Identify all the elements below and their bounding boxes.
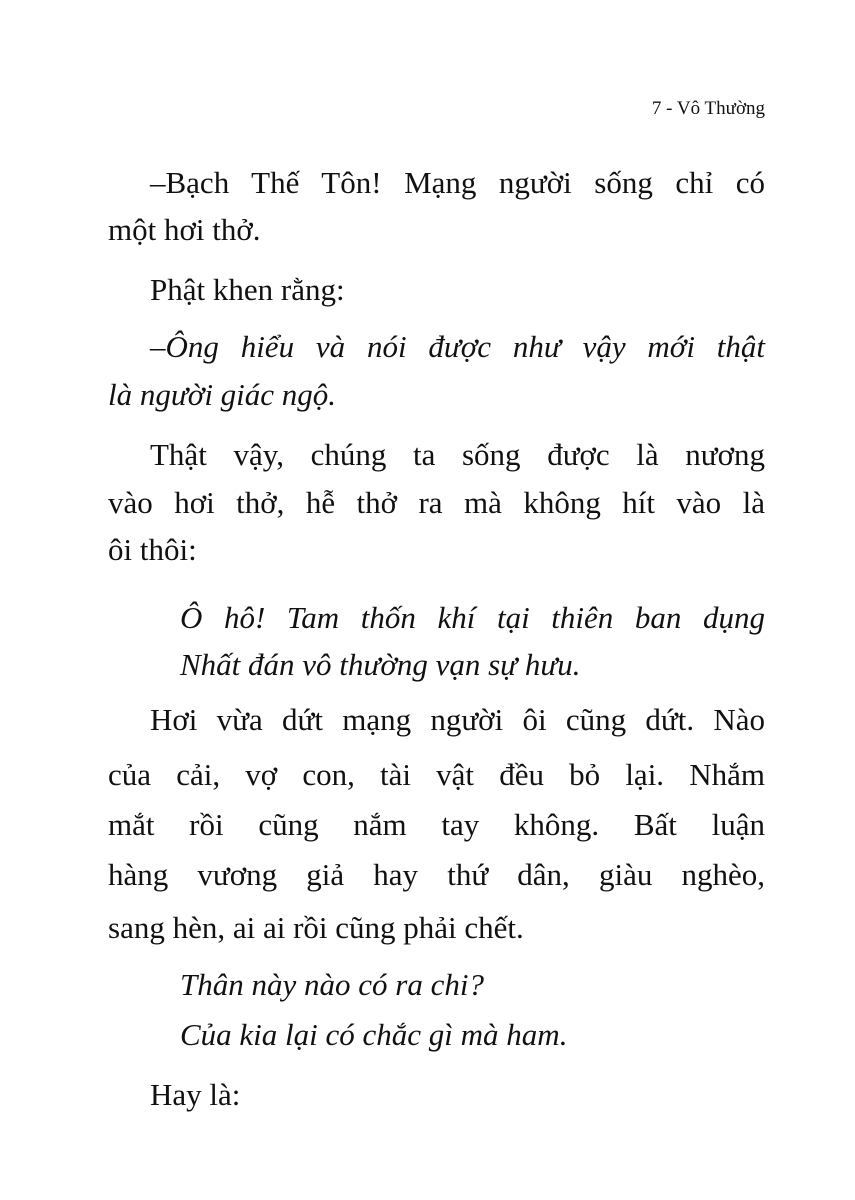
paragraph-line: sang hèn, ai ai rồi cũng phải chết. (108, 910, 524, 945)
paragraph-line: Thật vậy, chúng ta sống được là nương (150, 437, 765, 472)
dialogue-line: –Bạch Thế Tôn! Mạng người sống chỉ có (150, 165, 765, 200)
verse-line: Ô hô! Tam thốn khí tại thiên ban dụng (180, 600, 765, 635)
paragraph-line: của cải, vợ con, tài vật đều bỏ lại. Nhắm (108, 757, 765, 792)
narration-line: Phật khen rằng: (150, 272, 345, 307)
paragraph-line: hàng vương giả hay thứ dân, giàu nghèo, (108, 857, 765, 892)
verse-line: Thân này nào có ra chi? (180, 967, 484, 1002)
paragraph-line: Hay là: (150, 1077, 241, 1112)
dialogue-line-italic: –Ông hiểu và nói được như vậy mới thật (150, 329, 765, 364)
paragraph-line: Hơi vừa dứt mạng người ôi cũng dứt. Nào (150, 702, 765, 737)
verse-line: Nhất đán vô thường vạn sự hưu. (180, 647, 581, 682)
verse-line: Của kia lại có chắc gì mà ham. (180, 1017, 568, 1052)
paragraph-line: ôi thôi: (108, 532, 197, 567)
paragraph-line: vào hơi thở, hễ thở ra mà không hít vào là (108, 485, 765, 520)
paragraph-line: mắt rồi cũng nắm tay không. Bất luận (108, 807, 765, 842)
dialogue-line: một hơi thở. (108, 212, 261, 247)
dialogue-line-italic: là người giác ngộ. (108, 377, 337, 412)
running-header: 7 - Vô Thường (651, 98, 765, 119)
